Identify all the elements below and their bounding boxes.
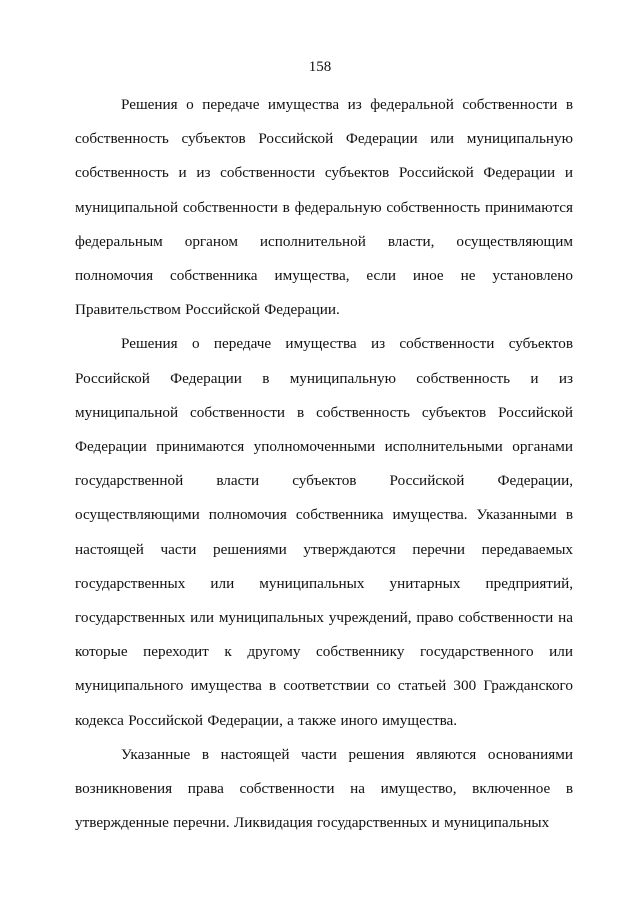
paragraph-1: Решения о передаче имущества из федеральной собственности в собственность субъектов Российской Федерации или муниципальную собственность и из собственности субъектов Российской Федерации и муниципальной собственности в федеральную собственность принимаются федеральным органом исполнительной власти, осуществляющим полномочия собственника имущества, если иное не установлено Правительством Российской Федерации. — [75, 96, 573, 319]
paragraph-2: Решения о передаче имущества из собственности субъектов Российской Федерации в муниципальную собственность и из муниципальной собственности в собственность субъектов Российской Федерации принимаются уполномоченными исполнительными органами государственной власти субъектов Российской Федерации, осуществляющими полномочия собственника имущества. Указанными в настоящей части решениями утверждаются перечни передаваемых государственных или муниципальных унитарных предприятий, государственных или муниципальных учреждений, право собственности на которые переходит к другому собственнику государственного или муниципального имущества в соответствии со статьей 300 Гражданского кодекса Российской Федерации, а также иного имущества. — [75, 335, 573, 729]
page-number: 158 — [308, 59, 332, 75]
document-body — [75, 88, 573, 840]
paragraph-3: Указанные в настоящей части решения являются основаниями возникновения права собственности на имущество, включенное в утвержденные перечни. Ликвидация государственных и муниципальных — [75, 745, 573, 832]
